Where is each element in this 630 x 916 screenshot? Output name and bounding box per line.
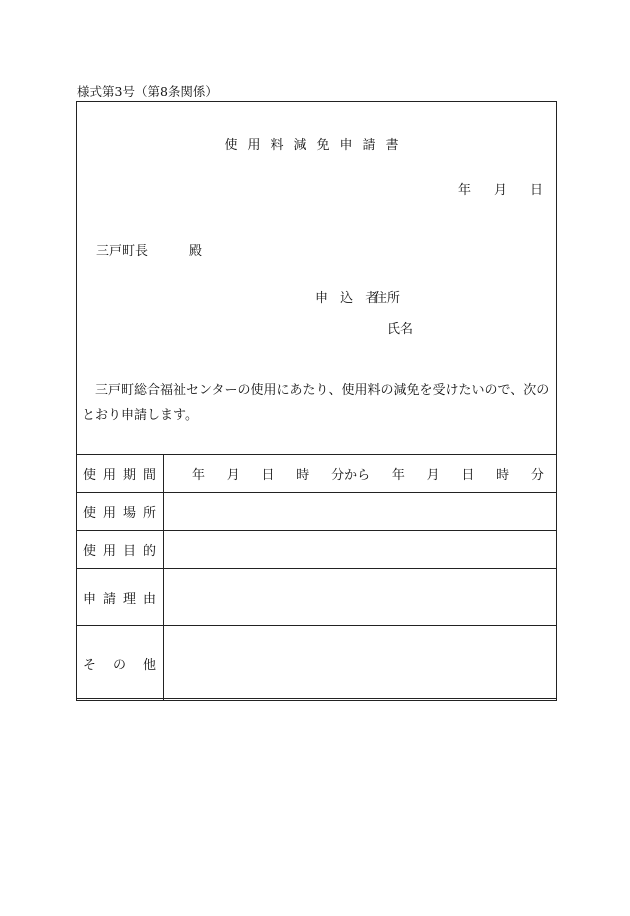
application-form — [76, 101, 557, 699]
table-row — [77, 455, 557, 493]
form-number: 様式第3号（第8条関係） — [77, 84, 218, 99]
document-title: 使用料減免申請書 — [224, 138, 409, 153]
request-statement: 三戸町総合福祉センターの使用にあたり、使用料の減免を受けたいので、次のとおり申請します。 — [82, 383, 550, 423]
addressee: 三戸町長 — [96, 244, 149, 259]
period-field[interactable] — [164, 455, 557, 493]
period-unit: 分 — [530, 468, 544, 483]
period-label: 使用期間 — [77, 455, 164, 493]
period-unit: 月 — [226, 468, 240, 483]
purpose-field[interactable] — [164, 531, 557, 569]
reason-label: 申請理由 — [77, 569, 164, 626]
table-row — [77, 569, 557, 626]
place-field[interactable] — [164, 493, 557, 531]
other-label: その他 — [77, 626, 164, 701]
period-unit: 年 — [192, 468, 206, 483]
period-unit: 月 — [426, 468, 440, 483]
period-unit: 時 — [496, 468, 510, 483]
period-unit: 日 — [261, 468, 275, 483]
other-field[interactable] — [164, 626, 557, 701]
address-label: 住所 — [374, 291, 401, 306]
date-month-label: 月 — [494, 183, 508, 198]
date-year-label: 年 — [458, 183, 472, 198]
date-day-label: 日 — [530, 183, 544, 198]
name-label: 氏名 — [387, 322, 414, 337]
reason-field[interactable] — [164, 569, 557, 626]
period-unit: 日 — [461, 468, 475, 483]
period-unit: 分から — [331, 468, 371, 483]
detail-table — [76, 454, 557, 701]
period-unit: 時 — [296, 468, 310, 483]
applicant-label: 申 込 者 — [315, 291, 379, 306]
purpose-label: 使用目的 — [77, 531, 164, 569]
table-row — [77, 493, 557, 531]
honorific: 殿 — [189, 244, 203, 259]
place-label: 使用場所 — [77, 493, 164, 531]
period-unit: 年 — [391, 468, 405, 483]
table-row — [77, 626, 557, 701]
table-row — [77, 531, 557, 569]
